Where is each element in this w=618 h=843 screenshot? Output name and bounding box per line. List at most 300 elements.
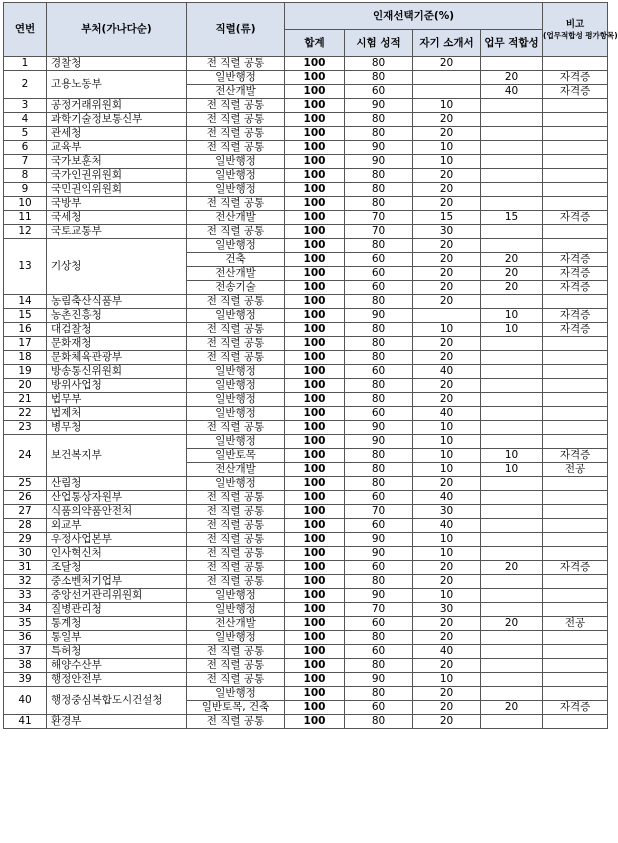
position-cell: 전 직렬 공통: [187, 127, 285, 141]
position-cell: 전 직렬 공통: [187, 505, 285, 519]
dept-cell: 법무부: [47, 393, 187, 407]
note-cell: [543, 533, 608, 547]
intro-cell: 10: [413, 449, 481, 463]
total-cell: 100: [285, 631, 345, 645]
total-cell: 100: [285, 323, 345, 337]
position-cell: 전 직렬 공통: [187, 561, 285, 575]
note-cell: [543, 589, 608, 603]
note-cell: [543, 393, 608, 407]
fit-cell: 15: [481, 211, 543, 225]
intro-cell: 10: [413, 463, 481, 477]
note-cell: [543, 155, 608, 169]
note-cell: [543, 547, 608, 561]
position-cell: 일반행정: [187, 309, 285, 323]
table-row: [4, 603, 608, 617]
dept-cell: 환경부: [47, 715, 187, 729]
fit-cell: [481, 351, 543, 365]
total-cell: 100: [285, 183, 345, 197]
total-cell: 100: [285, 421, 345, 435]
total-cell: 100: [285, 197, 345, 211]
table-row: [4, 407, 608, 421]
intro-cell: 20: [413, 631, 481, 645]
exam-cell: 60: [345, 561, 413, 575]
table-row: [4, 71, 608, 85]
table-row: [4, 239, 608, 253]
intro-cell: 10: [413, 421, 481, 435]
total-cell: 100: [285, 505, 345, 519]
no-cell: 26: [4, 491, 47, 505]
header-note-sub: (업무적합성 평가항목): [543, 31, 618, 40]
table-row: [4, 113, 608, 127]
exam-cell: 80: [345, 197, 413, 211]
intro-cell: 10: [413, 589, 481, 603]
intro-cell: 20: [413, 113, 481, 127]
note-cell: [543, 169, 608, 183]
total-cell: 100: [285, 435, 345, 449]
total-cell: 100: [285, 575, 345, 589]
intro-cell: 15: [413, 211, 481, 225]
note-cell: [543, 239, 608, 253]
intro-cell: 20: [413, 561, 481, 575]
fit-cell: [481, 393, 543, 407]
dept-cell: 국가인권위원회: [47, 169, 187, 183]
no-cell: 1: [4, 57, 47, 71]
table-row: [4, 561, 608, 575]
intro-cell: 10: [413, 547, 481, 561]
position-cell: 전 직렬 공통: [187, 225, 285, 239]
no-cell: 30: [4, 547, 47, 561]
note-cell: [543, 407, 608, 421]
dept-cell: 농림축산식품부: [47, 295, 187, 309]
exam-cell: 60: [345, 701, 413, 715]
intro-cell: 20: [413, 477, 481, 491]
fit-cell: [481, 183, 543, 197]
note-cell: [543, 715, 608, 729]
fit-cell: [481, 477, 543, 491]
no-cell: 7: [4, 155, 47, 169]
table-row: [4, 351, 608, 365]
intro-cell: 40: [413, 365, 481, 379]
note-cell: [543, 491, 608, 505]
table-row: [4, 99, 608, 113]
fit-cell: 10: [481, 309, 543, 323]
dept-cell: 국가보훈처: [47, 155, 187, 169]
fit-cell: [481, 295, 543, 309]
total-cell: 100: [285, 463, 345, 477]
position-cell: 일반행정: [187, 365, 285, 379]
position-cell: 전 직렬 공통: [187, 421, 285, 435]
dept-cell: 행정중심복합도시건설청: [47, 687, 187, 715]
dept-cell: 국방부: [47, 197, 187, 211]
note-cell: [543, 113, 608, 127]
exam-cell: 80: [345, 239, 413, 253]
exam-cell: 60: [345, 617, 413, 631]
position-cell: 일반행정: [187, 477, 285, 491]
header-exam: 시험 성적: [345, 30, 413, 57]
note-cell: [543, 365, 608, 379]
no-cell: 11: [4, 211, 47, 225]
note-cell: [543, 127, 608, 141]
table-row: [4, 547, 608, 561]
position-cell: 전 직렬 공통: [187, 645, 285, 659]
header-position: 직렬(류): [187, 3, 285, 57]
exam-cell: 80: [345, 183, 413, 197]
note-cell: 자격증: [543, 281, 608, 295]
total-cell: 100: [285, 295, 345, 309]
position-cell: 일반행정: [187, 379, 285, 393]
no-cell: 5: [4, 127, 47, 141]
total-cell: 100: [285, 309, 345, 323]
header-note: [543, 3, 618, 57]
note-cell: 자격증: [543, 85, 608, 99]
total-cell: 100: [285, 351, 345, 365]
total-cell: 100: [285, 127, 345, 141]
no-cell: 25: [4, 477, 47, 491]
fit-cell: [481, 631, 543, 645]
fit-cell: [481, 407, 543, 421]
dept-cell: 중앙선거관리위원회: [47, 589, 187, 603]
position-cell: 전 직렬 공통: [187, 99, 285, 113]
note-cell: 전공: [543, 463, 608, 477]
exam-cell: 90: [345, 435, 413, 449]
position-cell: 일반행정: [187, 589, 285, 603]
fit-cell: [481, 421, 543, 435]
table-row: [4, 519, 608, 533]
fit-cell: [481, 505, 543, 519]
intro-cell: 20: [413, 575, 481, 589]
exam-cell: 80: [345, 687, 413, 701]
total-cell: 100: [285, 659, 345, 673]
total-cell: 100: [285, 141, 345, 155]
total-cell: 100: [285, 701, 345, 715]
no-cell: 6: [4, 141, 47, 155]
no-cell: 29: [4, 533, 47, 547]
dept-cell: 과학기술정보통신부: [47, 113, 187, 127]
intro-cell: 20: [413, 197, 481, 211]
intro-cell: 20: [413, 127, 481, 141]
dept-cell: 국세청: [47, 211, 187, 225]
dept-cell: 교육부: [47, 141, 187, 155]
position-cell: 일반행정: [187, 435, 285, 449]
no-cell: 31: [4, 561, 47, 575]
table-body: [4, 57, 608, 729]
intro-cell: 10: [413, 323, 481, 337]
no-cell: 24: [4, 435, 47, 477]
position-cell: 일반행정: [187, 407, 285, 421]
intro-cell: 40: [413, 519, 481, 533]
exam-cell: 80: [345, 715, 413, 729]
intro-cell: 20: [413, 169, 481, 183]
fit-cell: [481, 687, 543, 701]
total-cell: 100: [285, 99, 345, 113]
no-cell: 38: [4, 659, 47, 673]
note-cell: 전공: [543, 617, 608, 631]
dept-cell: 경찰청: [47, 57, 187, 71]
total-cell: 100: [285, 561, 345, 575]
note-cell: [543, 477, 608, 491]
intro-cell: 10: [413, 99, 481, 113]
note-cell: [543, 575, 608, 589]
intro-cell: 10: [413, 155, 481, 169]
position-cell: 전 직렬 공통: [187, 659, 285, 673]
dept-cell: 통계청: [47, 617, 187, 631]
dept-cell: 기상청: [47, 239, 187, 295]
note-cell: [543, 659, 608, 673]
total-cell: 100: [285, 393, 345, 407]
dept-cell: 문화재청: [47, 337, 187, 351]
note-cell: [543, 99, 608, 113]
fit-cell: [481, 715, 543, 729]
intro-cell: 10: [413, 141, 481, 155]
total-cell: 100: [285, 715, 345, 729]
total-cell: 100: [285, 645, 345, 659]
fit-cell: [481, 533, 543, 547]
table-row: [4, 491, 608, 505]
intro-cell: 20: [413, 393, 481, 407]
total-cell: 100: [285, 477, 345, 491]
fit-cell: [481, 113, 543, 127]
header-total: 합계: [285, 30, 345, 57]
exam-cell: 80: [345, 127, 413, 141]
total-cell: 100: [285, 281, 345, 295]
total-cell: 100: [285, 85, 345, 99]
table-row: [4, 127, 608, 141]
dept-cell: 공정거래위원회: [47, 99, 187, 113]
no-cell: 35: [4, 617, 47, 631]
total-cell: 100: [285, 365, 345, 379]
header-fit: 업무 적합성: [481, 30, 543, 57]
total-cell: 100: [285, 687, 345, 701]
dept-cell: 조달청: [47, 561, 187, 575]
no-cell: 10: [4, 197, 47, 211]
position-cell: 전산개발: [187, 85, 285, 99]
exam-cell: 60: [345, 407, 413, 421]
note-cell: [543, 505, 608, 519]
note-cell: [543, 421, 608, 435]
total-cell: 100: [285, 253, 345, 267]
no-cell: 14: [4, 295, 47, 309]
no-cell: 32: [4, 575, 47, 589]
position-cell: 일반행정: [187, 169, 285, 183]
fit-cell: 20: [481, 253, 543, 267]
dept-cell: 외교부: [47, 519, 187, 533]
note-cell: 자격증: [543, 71, 608, 85]
intro-cell: 30: [413, 225, 481, 239]
table-row: [4, 211, 608, 225]
no-cell: 3: [4, 99, 47, 113]
table-row: [4, 687, 608, 701]
table-row: [4, 379, 608, 393]
dept-cell: 통일부: [47, 631, 187, 645]
no-cell: 36: [4, 631, 47, 645]
note-cell: 자격증: [543, 211, 608, 225]
fit-cell: [481, 365, 543, 379]
no-cell: 40: [4, 687, 47, 715]
exam-cell: 80: [345, 169, 413, 183]
no-cell: 9: [4, 183, 47, 197]
dept-cell: 우정사업본부: [47, 533, 187, 547]
total-cell: 100: [285, 589, 345, 603]
exam-cell: 60: [345, 365, 413, 379]
table-row: [4, 183, 608, 197]
intro-cell: 20: [413, 267, 481, 281]
table-row: [4, 141, 608, 155]
total-cell: 100: [285, 547, 345, 561]
note-cell: [543, 631, 608, 645]
table-row: [4, 477, 608, 491]
intro-cell: 30: [413, 603, 481, 617]
total-cell: 100: [285, 379, 345, 393]
note-cell: [543, 183, 608, 197]
table-row: [4, 589, 608, 603]
intro-cell: 20: [413, 183, 481, 197]
table-row: [4, 533, 608, 547]
dept-cell: 행정안전부: [47, 673, 187, 687]
position-cell: 전 직렬 공통: [187, 715, 285, 729]
total-cell: 100: [285, 239, 345, 253]
exam-cell: 60: [345, 491, 413, 505]
no-cell: 33: [4, 589, 47, 603]
intro-cell: [413, 71, 481, 85]
note-cell: [543, 295, 608, 309]
exam-cell: 60: [345, 85, 413, 99]
total-cell: 100: [285, 169, 345, 183]
exam-cell: 80: [345, 631, 413, 645]
header-note-label: 비고: [565, 19, 585, 30]
note-cell: [543, 603, 608, 617]
fit-cell: [481, 141, 543, 155]
position-cell: 일반행정: [187, 155, 285, 169]
dept-cell: 방위사업청: [47, 379, 187, 393]
dept-cell: 식품의약품안전처: [47, 505, 187, 519]
position-cell: 전 직렬 공통: [187, 141, 285, 155]
header-criteria: 인재선택기준(%): [285, 3, 543, 30]
fit-cell: [481, 673, 543, 687]
exam-cell: 90: [345, 547, 413, 561]
intro-cell: 20: [413, 281, 481, 295]
exam-cell: 70: [345, 211, 413, 225]
dept-cell: 산업통상자원부: [47, 491, 187, 505]
fit-cell: [481, 127, 543, 141]
table-row: [4, 631, 608, 645]
no-cell: 4: [4, 113, 47, 127]
intro-cell: [413, 309, 481, 323]
position-cell: 전산개발: [187, 267, 285, 281]
dept-cell: 문화체육관광부: [47, 351, 187, 365]
total-cell: 100: [285, 491, 345, 505]
exam-cell: 90: [345, 673, 413, 687]
intro-cell: 20: [413, 701, 481, 715]
fit-cell: [481, 197, 543, 211]
exam-cell: 90: [345, 421, 413, 435]
intro-cell: 30: [413, 505, 481, 519]
exam-cell: 80: [345, 477, 413, 491]
total-cell: 100: [285, 449, 345, 463]
note-cell: [543, 519, 608, 533]
fit-cell: [481, 575, 543, 589]
intro-cell: 40: [413, 645, 481, 659]
intro-cell: 20: [413, 379, 481, 393]
position-cell: 전 직렬 공통: [187, 295, 285, 309]
exam-cell: 90: [345, 141, 413, 155]
intro-cell: 20: [413, 57, 481, 71]
dept-cell: 산림청: [47, 477, 187, 491]
exam-cell: 60: [345, 281, 413, 295]
exam-cell: 60: [345, 519, 413, 533]
position-cell: 전 직렬 공통: [187, 351, 285, 365]
fit-cell: [481, 603, 543, 617]
note-cell: [543, 197, 608, 211]
fit-cell: [481, 645, 543, 659]
table-row: [4, 505, 608, 519]
note-cell: [543, 57, 608, 71]
header-no: 연번: [4, 3, 47, 57]
fit-cell: 10: [481, 449, 543, 463]
no-cell: 39: [4, 673, 47, 687]
note-cell: [543, 351, 608, 365]
table-row: [4, 225, 608, 239]
intro-cell: 20: [413, 687, 481, 701]
table-row: [4, 57, 608, 71]
total-cell: 100: [285, 57, 345, 71]
table-row: [4, 155, 608, 169]
no-cell: 27: [4, 505, 47, 519]
fit-cell: [481, 379, 543, 393]
position-cell: 전 직렬 공통: [187, 533, 285, 547]
fit-cell: 10: [481, 463, 543, 477]
exam-cell: 80: [345, 113, 413, 127]
dept-cell: 법제처: [47, 407, 187, 421]
position-cell: 전 직렬 공통: [187, 575, 285, 589]
fit-cell: [481, 337, 543, 351]
exam-cell: 90: [345, 533, 413, 547]
table-row: [4, 617, 608, 631]
position-cell: 일반행정: [187, 687, 285, 701]
fit-cell: 20: [481, 617, 543, 631]
fit-cell: [481, 169, 543, 183]
fit-cell: [481, 99, 543, 113]
header-dept: 부처(가나다순): [47, 3, 187, 57]
position-cell: 전 직렬 공통: [187, 337, 285, 351]
intro-cell: 10: [413, 673, 481, 687]
note-cell: 자격증: [543, 323, 608, 337]
fit-cell: 40: [481, 85, 543, 99]
fit-cell: [481, 155, 543, 169]
fit-cell: 20: [481, 701, 543, 715]
note-cell: 자격증: [543, 701, 608, 715]
exam-cell: 90: [345, 589, 413, 603]
note-cell: [543, 435, 608, 449]
dept-cell: 병무청: [47, 421, 187, 435]
exam-cell: 80: [345, 337, 413, 351]
exam-cell: 60: [345, 253, 413, 267]
no-cell: 19: [4, 365, 47, 379]
total-cell: 100: [285, 113, 345, 127]
exam-cell: 70: [345, 225, 413, 239]
exam-cell: 70: [345, 505, 413, 519]
dept-cell: 해양수산부: [47, 659, 187, 673]
table-row: [4, 421, 608, 435]
position-cell: 전산개발: [187, 211, 285, 225]
position-cell: 일반행정: [187, 393, 285, 407]
dept-cell: 관세청: [47, 127, 187, 141]
dept-cell: 국민권익위원회: [47, 183, 187, 197]
position-cell: 일반행정: [187, 239, 285, 253]
position-cell: 전산개발: [187, 463, 285, 477]
position-cell: 전산개발: [187, 617, 285, 631]
intro-cell: [413, 85, 481, 99]
exam-cell: 90: [345, 99, 413, 113]
